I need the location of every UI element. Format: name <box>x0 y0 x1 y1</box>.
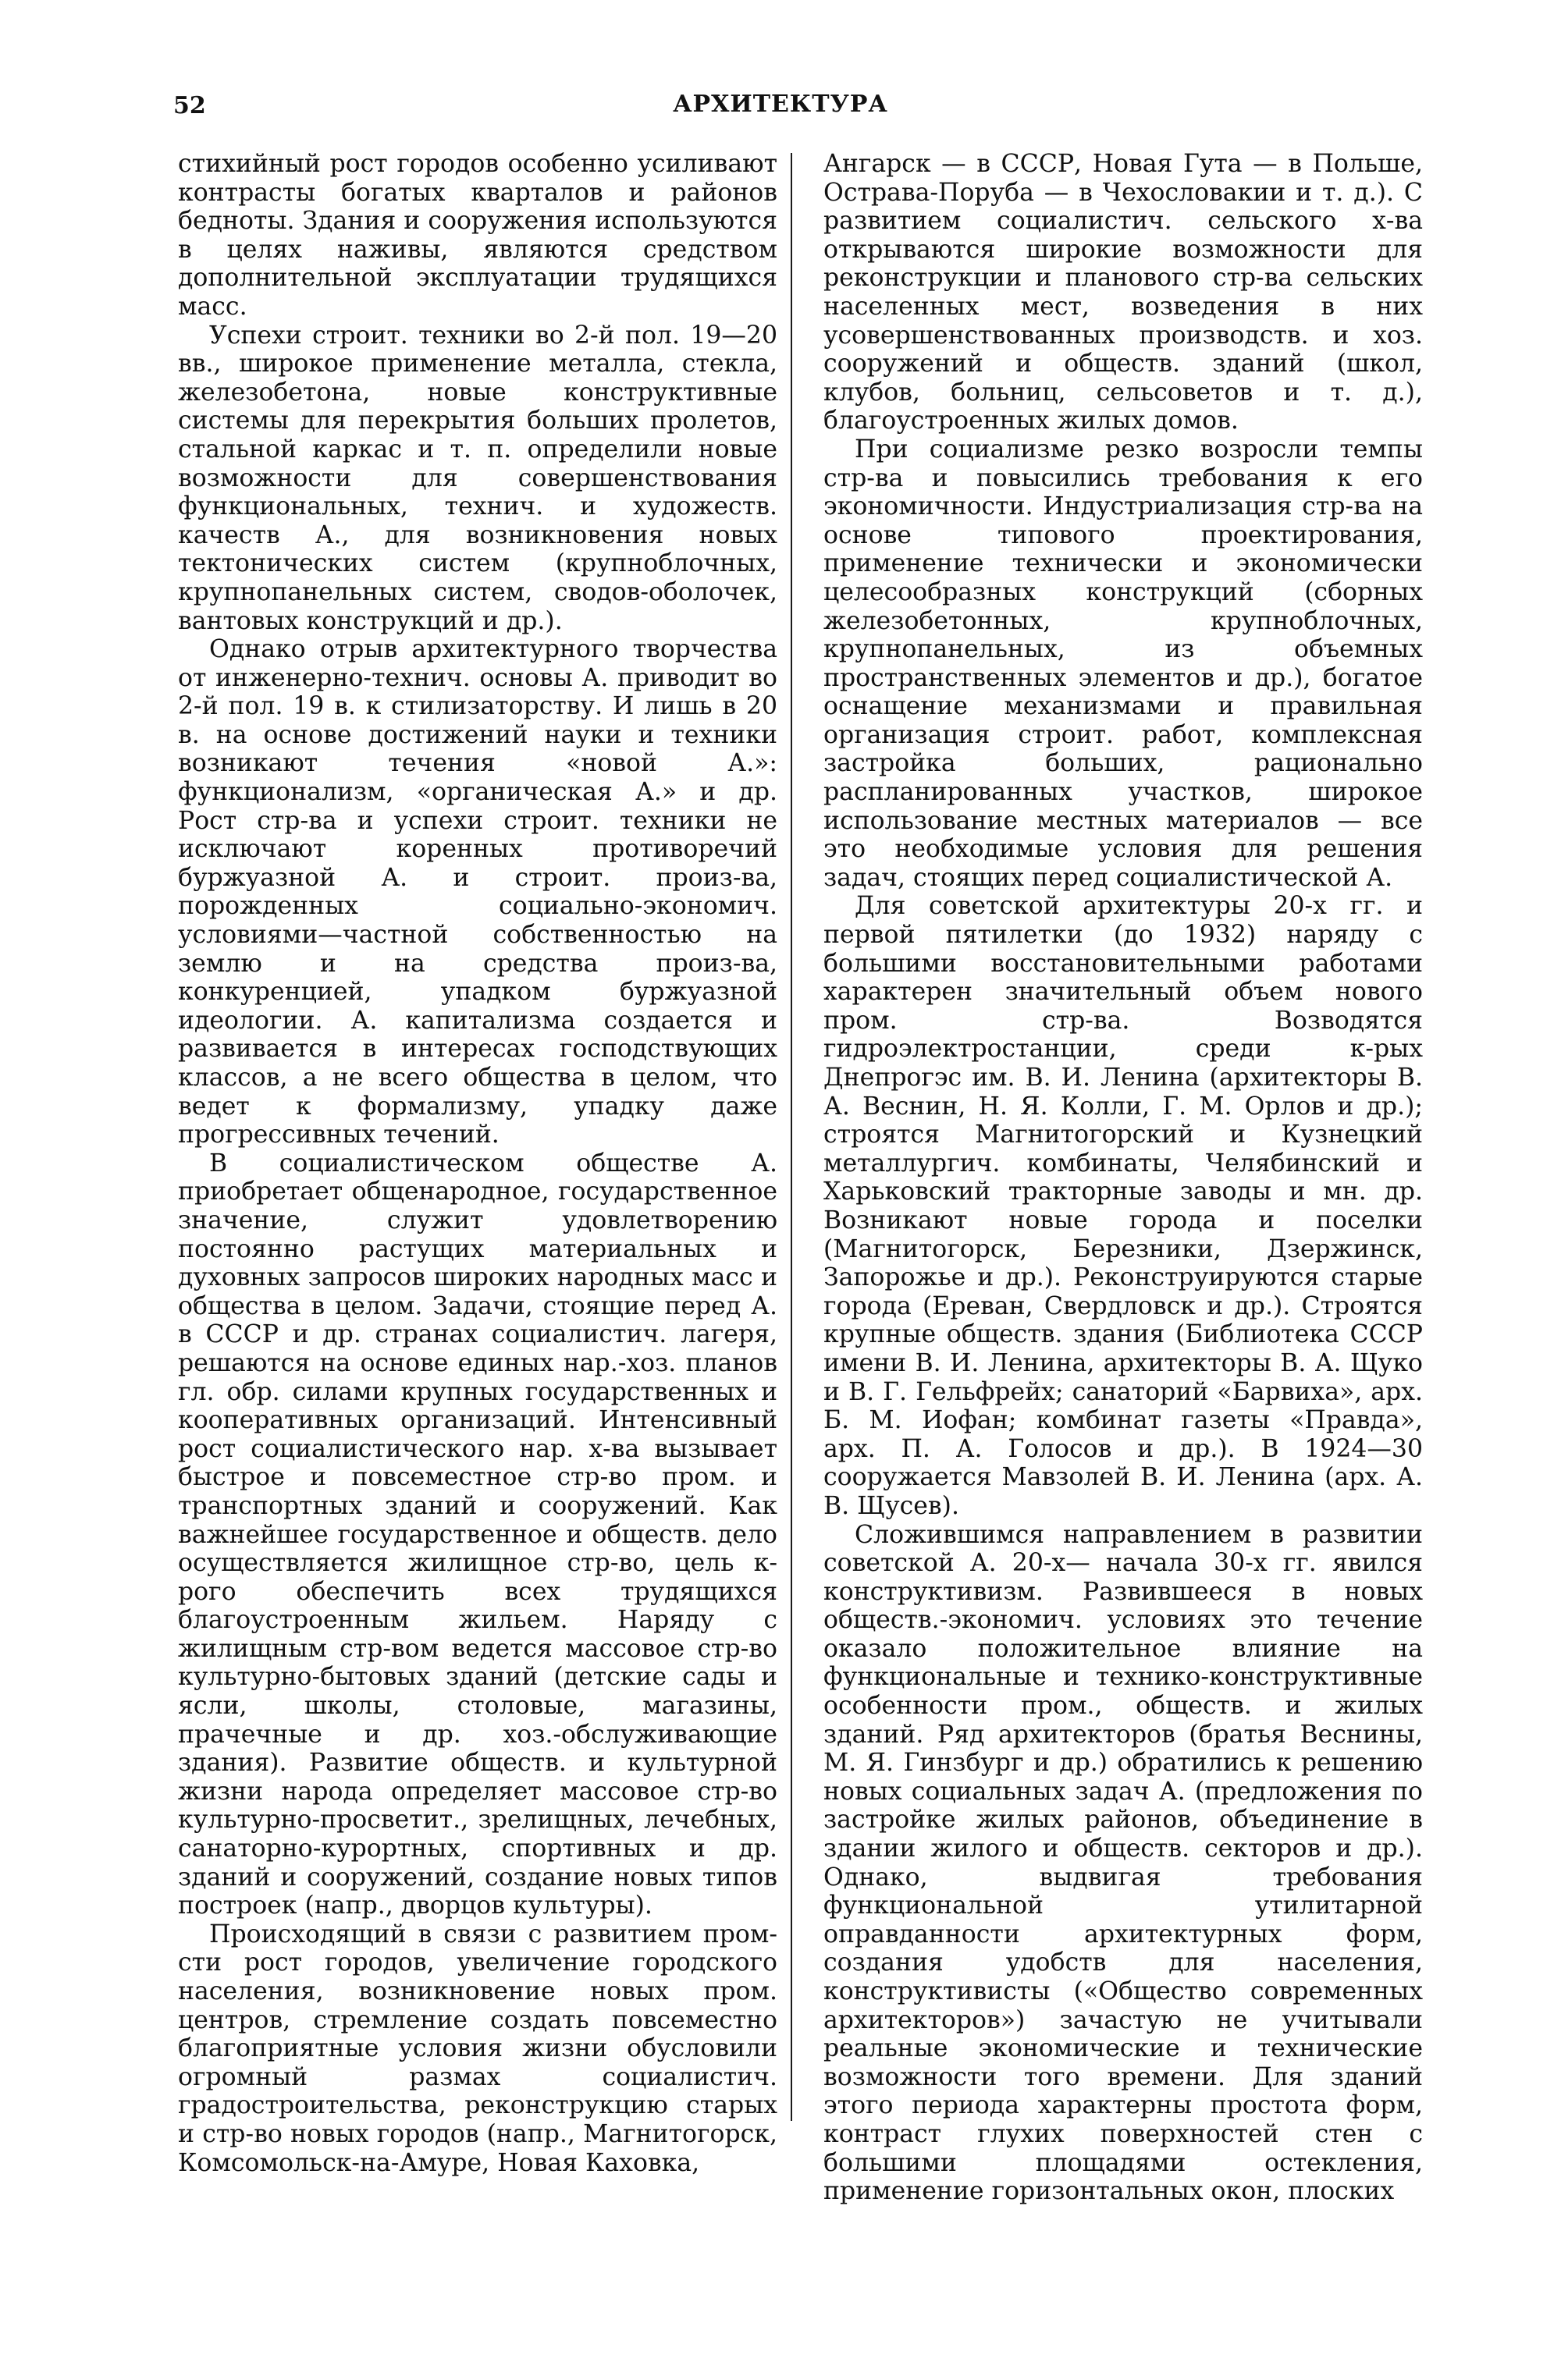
paragraph: Ангарск — в СССР, Новая Гута — в Польше, Острава-Поруба — в Чехословакии и т. д.). С развитием социалистич. сельского х-ва открываются широкие возможности для реконструкции и планового стр-ва сельских населенных мест, возведения в них усовершенствованных производств. и хоз. сооружений и обществ. зданий (школ, клубов, больниц, сельсоветов и т. д.), благоустроенных жилых домов. <box>823 150 1423 435</box>
paragraph: Успехи строит. техники во 2-й пол. 19—20 вв., широкое применение металла, стекла, железобетона, новые конструктивные системы для перекрытия больших пролетов, стальной каркас и т. п. определили новые возможности для совершенствования функциональных, технич. и художеств. качеств А., для возникновения новых тектонических систем (крупноблочных, крупнопанельных систем, сводов-оболочек, вантовых конструкций и др.). <box>178 321 777 635</box>
paragraph: В социалистическом обществе А. приобретает общенародное, государственное значение, служит удовлетворению постоянно растущих материальных и духовных запросов широких народных масс и общества в целом. Задачи, стоящие перед А. в СССР и др. странах социалистич. лагеря, решаются на основе единых нар.-хоз. планов гл. обр. силами крупных государственных и кооперативных организаций. Интенсивный рост социалистического нар. х-ва вызывает быстрое и повсеместное стр-во пром. и транспортных зданий и сооружений. Как важнейшее государственное и обществ. дело осуществляется жилищное стр-во, цель к-рого обеспечить всех трудящихся благоустроенным жильем. Наряду с жилищным стр-вом ведется массовое стр-во культурно-бытовых зданий (детские сады и ясли, школы, столовые, магазины, прачечные и др. хоз.-обслуживающие здания). Развитие обществ. и культурной жизни народа определяет массовое стр-во культурно-просветит., зрелищных, лечебных, санаторно-курортных, спортивных и др. зданий и сооружений, создание новых типов построек (напр., дворцов культуры). <box>178 1149 777 1920</box>
running-title: АРХИТЕКТУРА <box>673 91 888 118</box>
paragraph: Однако отрыв архитектурного творчества от инженерно-технич. основы А. приводит во 2-й пол. 19 в. к стилизаторству. И лишь в 20 в. на основе достижений науки и техники возникают течения «новой А.»: функционализм, «органическая А.» и др. Рост стр-ва и успехи строит. техники не исключают коренных противоречий буржуазной А. и строит. произ-ва, порожденных социально-экономич. условиями—частной собственностью на землю и на средства произ-ва, конкуренцией, упадком буржуазной идеологии. А. капитализма создается и развивается в интересах господствующих классов, а не всего общества в целом, что ведет к формализму, упадку даже прогрессивных течений. <box>178 635 777 1149</box>
paragraph: стихийный рост городов особенно усиливают контрасты богатых кварталов и районов бедноты. Здания и сооружения используются в целях наживы, являются средством дополнительной эксплуатации трудящихся масс. <box>178 150 777 321</box>
left-column <box>178 150 777 2177</box>
paragraph: Для советской архитектуры 20-х гг. и первой пятилетки (до 1932) наряду с большими восстановительными работами характерен значительный объем нового пром. стр-ва. Возводятся гидроэлектростанции, среди к-рых Днепрогэс им. В. И. Ленина (архитекторы В. А. Веснин, Н. Я. Колли, Г. М. Орлов и др.); строятся Магнитогорский и Кузнецкий металлургич. комбинаты, Челябинский и Харьковский тракторные заводы и мн. др. Возникают новые города и поселки (Магнитогорск, Березники, Дзержинск, Запорожье и др.). Реконструируются старые города (Ереван, Свердловск и др.). Строятся крупные обществ. здания (Библиотека СССР имени В. И. Ленина, архитекторы В. А. Щуко и В. Г. Гельфрейх; санаторий «Барвиха», арх. Б. М. Иофан; комбинат газеты «Правда», арх. П. А. Голосов и др.). В 1924—30 сооружается Мавзолей В. И. Ленина (арх. А. В. Щусев). <box>823 892 1423 1520</box>
column-divider <box>791 153 792 2121</box>
paragraph: Сложившимся направлением в развитии советской А. 20-х— начала 30-х гг. явился конструктивизм. Развившееся в новых обществ.-экономич. условиях это течение оказало положительное влияние на функциональные и технико-конструктивные особенности пром., обществ. и жилых зданий. Ряд архитекторов (братья Веснины, М. Я. Гинзбург и др.) обратились к решению новых социальных задач А. (предложения по застройке жилых районов, объединение в здании жилого и обществ. секторов и др.). Однако, выдвигая требования функциональной утилитарной оправданности архитектурных форм, создания удобств для населения, конструктивисты («Общество современных архитекторов») зачастую не учитывали реальные экономические и технические возможности того времени. Для зданий этого периода характерны простота форм, контраст глухих поверхностей стен с большими площадями остекления, применение горизонтальных окон, плоских <box>823 1520 1423 2206</box>
paragraph: Происходящий в связи с развитием пром-сти рост городов, увеличение городского населения, возникновение новых пром. центров, стремление создать повсеместно благоприятные условия жизни обусловили огромный размах социалистич. градостроительства, реконструкцию старых и стр-во новых городов (напр., Магнитогорск, Комсомольск-на-Амуре, Новая Каховка, <box>178 1920 777 2177</box>
page-number: 52 <box>173 92 206 119</box>
right-column <box>823 150 1423 2206</box>
paragraph: При социализме резко возросли темпы стр-ва и повысились требования к его экономичности. Индустриализация стр-ва на основе типового проектирования, применение технически и экономически целесообразных конструкций (сборных железобетонных, крупноблочных, крупнопанельных, из объемных пространственных элементов и др.), богатое оснащение механизмами и правильная организация строит. работ, комплексная застройка больших, рационально распланированных участков, широкое использование местных материалов — все это необходимые условия для решения задач, стоящих перед социалистической А. <box>823 435 1423 892</box>
